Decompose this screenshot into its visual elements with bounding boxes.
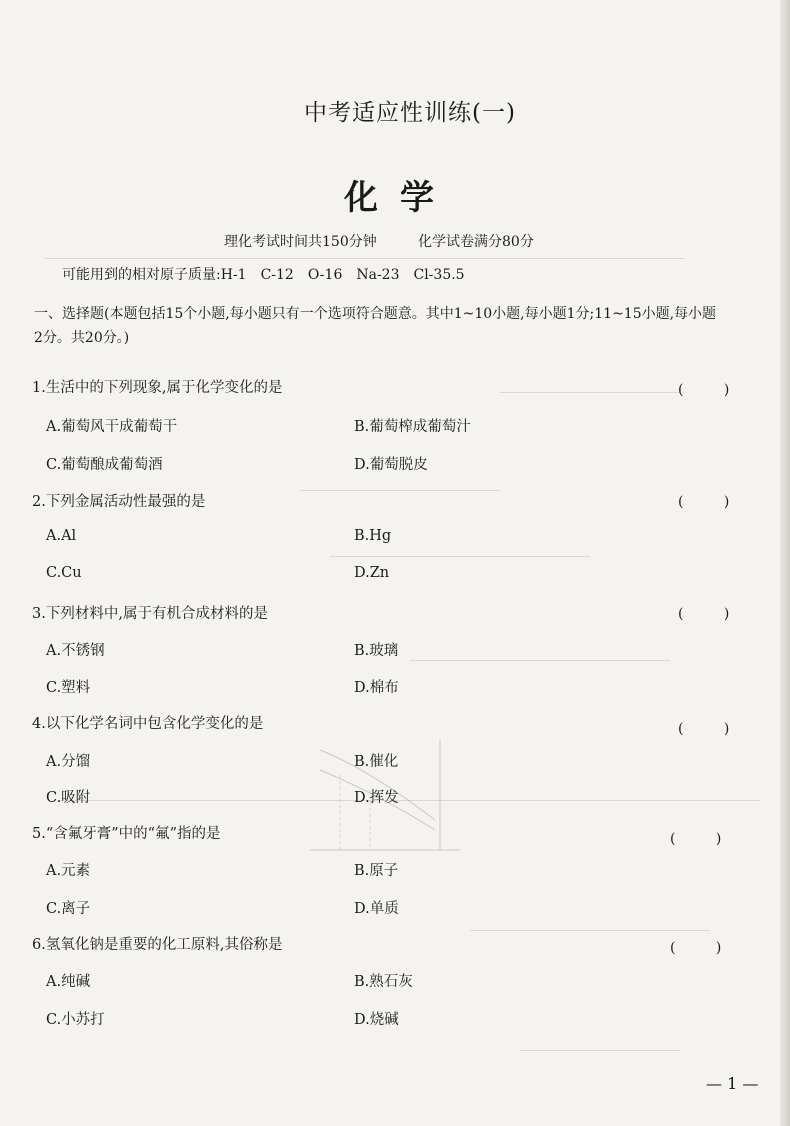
page-number: — 1 — [706,1074,759,1093]
option-c: C.塑料 [46,680,91,696]
option-d: D.葡萄脱皮 [354,457,428,473]
page-edge [780,0,790,1126]
option-b: B.葡萄榨成葡萄汁 [354,419,471,435]
option-a: A.葡萄风干成葡萄干 [46,419,178,435]
option-d: D.棉布 [354,680,399,696]
question-stem: 4.以下化学名词中包含化学变化的是 [32,716,264,732]
option-c: C.吸附 [46,790,91,806]
answer-paren: ( ) [670,831,740,847]
answer-paren: ( ) [670,940,740,956]
question-stem: 2.下列金属活动性最强的是 [32,494,206,510]
answer-paren: ( ) [678,382,748,398]
answer-paren: ( ) [678,721,748,737]
option-d: D.烧碱 [354,1012,399,1028]
option-c: C.Cu [46,565,82,581]
option-a: A.不锈钢 [46,643,105,659]
option-d: D.单质 [354,901,399,917]
section-title: 一、选择题(本题包括15个小题,每小题只有一个选项符合题意。其中1~10小题,每小题1分;11~15小题,每小题2分。共20分。) [34,306,717,346]
option-b: B.熟石灰 [354,974,413,990]
question-stem: 1.生活中的下列现象,属于化学变化的是 [32,380,283,396]
question-stem: 6.氢氧化钠是重要的化工原料,其俗称是 [32,937,283,953]
option-b: B.原子 [354,863,399,879]
exam-time-info: 理化考试时间共150分钟 [224,234,377,250]
question-stem: 3.下列材料中,属于有机合成材料的是 [32,606,268,622]
answer-paren: ( ) [678,606,748,622]
question-stem: 5.“含氟牙膏”中的“氟”指的是 [32,826,221,842]
exam-score-info: 化学试卷满分80分 [418,234,534,250]
option-a: A.分馏 [46,754,91,770]
option-c: C.离子 [46,901,91,917]
option-a: A.Al [46,528,77,544]
option-d: D.Zn [354,565,390,581]
option-b: B.Hg [354,528,392,544]
option-c: C.葡萄酿成葡萄酒 [46,457,163,473]
option-b: B.催化 [354,754,399,770]
option-d: D.挥发 [354,790,399,806]
option-a: A.元素 [46,863,91,879]
option-a: A.纯碱 [46,974,91,990]
exam-subtitle: 中考适应性训练(一) [304,100,516,126]
atomic-masses: 可能用到的相对原子质量:H-1 C-12 O-16 Na-23 Cl-35.5 [62,267,465,283]
option-b: B.玻璃 [354,643,399,659]
answer-paren: ( ) [678,494,748,510]
option-c: C.小苏打 [46,1012,105,1028]
subject-title: 化学 [344,178,456,218]
